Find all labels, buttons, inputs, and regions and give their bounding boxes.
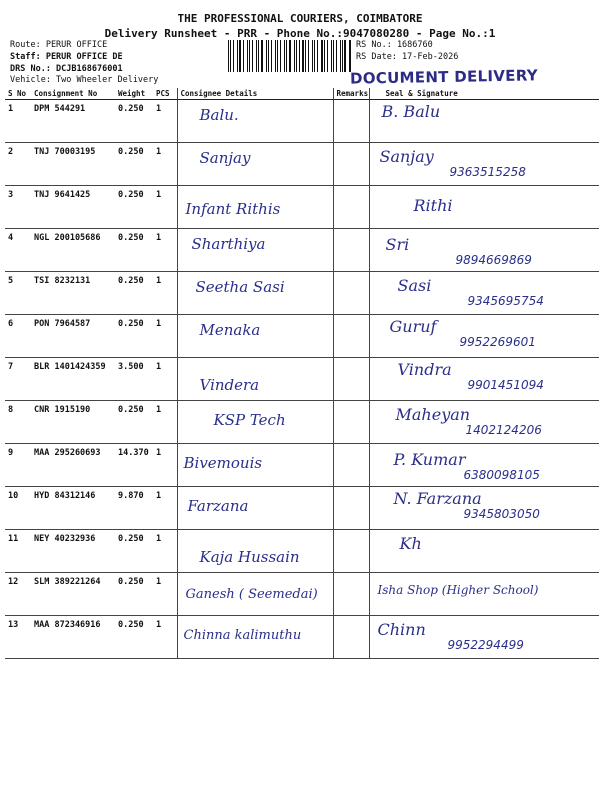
col-remarks: Remarks (333, 88, 369, 100)
signature-handwriting: N. Farzana (393, 489, 482, 508)
cell-remarks (333, 143, 369, 186)
cell-sno: 7 (5, 358, 31, 401)
cell-pcs: 1 (153, 444, 177, 487)
cell-weight: 9.870 (115, 487, 153, 530)
cell-seal-signature (369, 487, 599, 530)
cell-weight: 3.500 (115, 358, 153, 401)
table-row (5, 444, 599, 487)
consignee-handwriting: Bivemouis (183, 454, 263, 472)
cell-weight: 0.250 (115, 315, 153, 358)
col-consignment: Consignment No (31, 88, 115, 100)
cell-weight: 0.250 (115, 573, 153, 616)
cell-consignment: MAA 295260693 (31, 444, 115, 487)
barcode-bar (284, 40, 285, 72)
barcode-bar (321, 40, 323, 72)
consignee-handwriting: Infant Rithis (185, 200, 281, 218)
runsheet-table (5, 88, 599, 659)
signature-handwriting: B. Balu (381, 102, 441, 121)
barcode-bar (266, 40, 267, 72)
barcode-bar (249, 40, 250, 72)
barcode-bar (299, 40, 300, 72)
barcode-bar (280, 40, 281, 72)
col-seal: Seal & Signature (369, 88, 599, 100)
barcode-bar (237, 40, 238, 72)
signature-phone: 9363515258 (449, 165, 526, 179)
cell-seal-signature (369, 573, 599, 616)
table-row (5, 100, 599, 143)
barcode (228, 40, 352, 72)
cell-seal-signature (369, 616, 599, 659)
consignee-handwriting: Menaka (199, 321, 261, 339)
cell-pcs: 1 (153, 616, 177, 659)
cell-consignee (177, 143, 333, 186)
cell-sno: 13 (5, 616, 31, 659)
barcode-bar (243, 40, 244, 72)
cell-seal-signature (369, 143, 599, 186)
cell-seal-signature (369, 186, 599, 229)
signature-phone: 9345803050 (463, 507, 540, 521)
cell-remarks (333, 573, 369, 616)
cell-sno: 4 (5, 229, 31, 272)
barcode-bar (344, 40, 345, 72)
col-pcs: PCS (153, 88, 177, 100)
cell-consignment: TNJ 70003195 (31, 143, 115, 186)
table-row (5, 358, 599, 401)
col-consignee: Consignee Details (177, 88, 333, 100)
cell-pcs: 1 (153, 401, 177, 444)
barcode-bar (331, 40, 332, 72)
barcode-bar (277, 40, 278, 72)
cell-seal-signature (369, 315, 599, 358)
cell-sno: 9 (5, 444, 31, 487)
barcode-bar (233, 40, 234, 72)
cell-consignment: DPM 544291 (31, 100, 115, 143)
cell-consignee (177, 573, 333, 616)
cell-consignment: CNR 1915190 (31, 401, 115, 444)
cell-weight: 0.250 (115, 401, 153, 444)
barcode-bar (324, 40, 325, 72)
table-row (5, 186, 599, 229)
cell-remarks (333, 487, 369, 530)
table-row (5, 573, 599, 616)
rs-date: RS Date: 17-Feb-2026 (356, 52, 459, 62)
cell-remarks (333, 530, 369, 573)
signature-phone: 9952269601 (459, 335, 536, 349)
cell-weight: 0.250 (115, 530, 153, 573)
route-label: Route: PERUR OFFICE (10, 40, 108, 50)
cell-consignee (177, 401, 333, 444)
signature-handwriting: P. Kumar (393, 450, 466, 469)
cell-remarks (333, 272, 369, 315)
signature-handwriting: Kh (399, 534, 422, 553)
table-row (5, 272, 599, 315)
cell-pcs: 1 (153, 100, 177, 143)
signature-handwriting: Guruf (389, 317, 437, 336)
staff-label: Staff: PERUR OFFICE DE (10, 52, 123, 62)
barcode-bar (261, 40, 263, 72)
barcode-bar (256, 40, 257, 72)
barcode-bar (340, 40, 341, 72)
cell-consignment: PON 7964587 (31, 315, 115, 358)
cell-remarks (333, 616, 369, 659)
consignee-handwriting: KSP Tech (213, 411, 286, 429)
cell-consignment: TSI 8232131 (31, 272, 115, 315)
cell-consignment: MAA 872346916 (31, 616, 115, 659)
cell-pcs: 1 (153, 358, 177, 401)
signature-handwriting: Sanjay (379, 147, 434, 166)
consignee-handwriting: Ganesh ( Seemedai) (185, 587, 318, 602)
table-row (5, 530, 599, 573)
document-title: THE PROFESSIONAL COURIERS, COIMBATORE (177, 12, 423, 25)
barcode-bar (305, 40, 306, 72)
cell-sno: 3 (5, 186, 31, 229)
table-row (5, 315, 599, 358)
barcode-bar (333, 40, 334, 72)
cell-pcs: 1 (153, 573, 177, 616)
signature-handwriting: Isha Shop (Higher School) (377, 583, 539, 597)
cell-seal-signature (369, 444, 599, 487)
cell-consignee (177, 444, 333, 487)
col-sno: S No (5, 88, 31, 100)
signature-phone: 9345695754 (467, 294, 544, 308)
barcode-bar (239, 40, 241, 72)
cell-consignment: SLM 389221264 (31, 573, 115, 616)
barcode-bar (349, 40, 351, 72)
cell-pcs: 1 (153, 530, 177, 573)
cell-consignee (177, 100, 333, 143)
signature-handwriting: Vindra (397, 360, 452, 379)
cell-seal-signature (369, 272, 599, 315)
cell-consignee (177, 358, 333, 401)
barcode-bar (228, 40, 229, 72)
table-row (5, 229, 599, 272)
barcode-bar (327, 40, 328, 72)
barcode-bar (247, 40, 248, 72)
cell-pcs: 1 (153, 186, 177, 229)
cell-weight: 0.250 (115, 272, 153, 315)
barcode-bar (252, 40, 253, 72)
signature-phone: 6380098105 (463, 468, 540, 482)
signature-handwriting: Chinn (377, 620, 426, 639)
cell-consignment: BLR 1401424359 (31, 358, 115, 401)
cell-sno: 8 (5, 401, 31, 444)
barcode-bar (296, 40, 297, 72)
barcode-bar (230, 40, 231, 72)
signature-handwriting: Maheyan (395, 405, 471, 424)
cell-sno: 2 (5, 143, 31, 186)
barcode-bar (312, 40, 313, 72)
cell-seal-signature (369, 401, 599, 444)
col-weight: Weight (115, 88, 153, 100)
cell-sno: 10 (5, 487, 31, 530)
signature-phone: 9901451094 (467, 378, 544, 392)
cell-remarks (333, 358, 369, 401)
cell-pcs: 1 (153, 143, 177, 186)
cell-consignment: TNJ 9641425 (31, 186, 115, 229)
cell-sno: 5 (5, 272, 31, 315)
barcode-bar (294, 40, 295, 72)
table-row (5, 487, 599, 530)
vehicle-label: Vehicle: Two Wheeler Delivery (10, 75, 159, 85)
document-delivery-stamp: DOCUMENT DELIVERY (349, 66, 539, 88)
barcode-bar (308, 40, 309, 72)
cell-sno: 11 (5, 530, 31, 573)
cell-weight: 0.250 (115, 616, 153, 659)
cell-remarks (333, 100, 369, 143)
consignee-handwriting: Sanjay (199, 149, 251, 167)
signature-handwriting: Rithi (413, 196, 453, 215)
cell-weight: 0.250 (115, 186, 153, 229)
cell-consignee (177, 186, 333, 229)
consignee-handwriting: Sharthiya (191, 235, 266, 253)
consignee-handwriting: Seetha Sasi (195, 278, 285, 296)
cell-pcs: 1 (153, 272, 177, 315)
barcode-bar (286, 40, 287, 72)
cell-seal-signature (369, 358, 599, 401)
cell-weight: 0.250 (115, 100, 153, 143)
signature-handwriting: Sasi (397, 276, 432, 295)
table-header-row (5, 88, 599, 100)
cell-pcs: 1 (153, 315, 177, 358)
consignee-handwriting: Balu. (199, 106, 239, 124)
cell-sno: 6 (5, 315, 31, 358)
cell-remarks (333, 315, 369, 358)
barcode-bar (336, 40, 337, 72)
cell-remarks (333, 186, 369, 229)
cell-sno: 1 (5, 100, 31, 143)
table-row (5, 143, 599, 186)
barcode-bar (314, 40, 315, 72)
cell-consignee (177, 530, 333, 573)
cell-weight: 14.370 (115, 444, 153, 487)
cell-seal-signature (369, 229, 599, 272)
table-row (5, 401, 599, 444)
consignee-handwriting: Farzana (187, 497, 249, 515)
signature-handwriting: Sri (385, 235, 410, 254)
consignee-handwriting: Chinna kalimuthu (183, 628, 302, 643)
table-row (5, 616, 599, 659)
cell-seal-signature (369, 100, 599, 143)
cell-pcs: 1 (153, 229, 177, 272)
signature-phone: 1402124206 (465, 423, 542, 437)
barcode-bar (302, 40, 303, 72)
document-subtitle: Delivery Runsheet - PRR - Phone No.:9047080280 - Page No.:1 (104, 27, 496, 40)
consignee-handwriting: Kaja Hussain (199, 548, 300, 566)
cell-consignment: NEY 40232936 (31, 530, 115, 573)
barcode-bar (289, 40, 291, 72)
rs-number: RS No.: 1686760 (356, 40, 433, 50)
barcode-bar (275, 40, 276, 72)
cell-consignee (177, 487, 333, 530)
cell-consignment: HYD 84312146 (31, 487, 115, 530)
cell-remarks (333, 401, 369, 444)
cell-remarks (333, 444, 369, 487)
barcode-bar (268, 40, 269, 72)
cell-consignee (177, 315, 333, 358)
cell-pcs: 1 (153, 487, 177, 530)
cell-weight: 0.250 (115, 143, 153, 186)
cell-weight: 0.250 (115, 229, 153, 272)
barcode-bar (271, 40, 272, 72)
drs-number: DRS No.: DCJB168676001 (10, 64, 123, 74)
barcode-bar (342, 40, 343, 72)
cell-seal-signature (369, 530, 599, 573)
signature-phone: 9894669869 (455, 253, 532, 267)
signature-phone: 9952294499 (447, 638, 524, 652)
cell-consignment: NGL 200105686 (31, 229, 115, 272)
cell-remarks (333, 229, 369, 272)
cell-consignee (177, 272, 333, 315)
cell-sno: 12 (5, 573, 31, 616)
barcode-bar (317, 40, 318, 72)
consignee-handwriting: Vindera (199, 376, 260, 394)
barcode-bar (258, 40, 259, 72)
cell-consignee (177, 616, 333, 659)
cell-consignee (177, 229, 333, 272)
